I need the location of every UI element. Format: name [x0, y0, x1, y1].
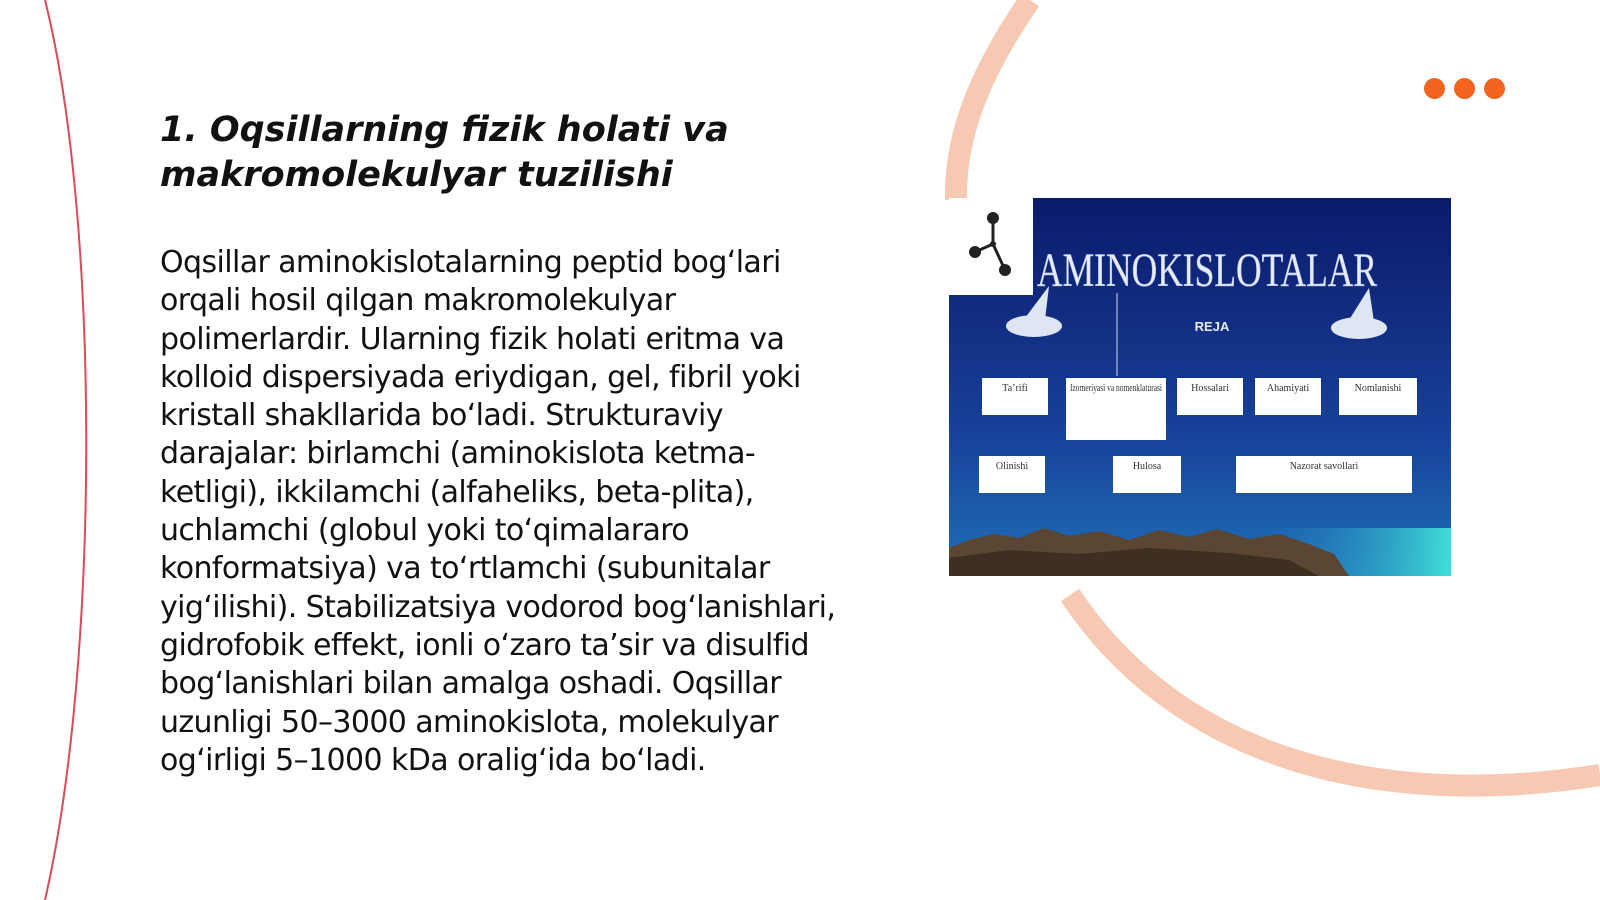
- dots-icon: [1424, 78, 1505, 99]
- dot-2: [1454, 78, 1475, 99]
- box-olinishi-label: Olinishi: [995, 461, 1029, 472]
- box-nomlanishi-label: Nomlanishi: [1354, 383, 1402, 394]
- box-nazorat-label: Nazorat savollari: [1289, 461, 1359, 472]
- aminokislotalar-slide-image: [949, 198, 1451, 576]
- dot-1: [1424, 78, 1445, 99]
- body-text: Oqsillar aminokislotalarning peptid bog‘lari orqali hosil qilgan makromolekulyar polimerlardir. Ularning fizik holati eritma va kolloid dispersiyada eriydigan, gel, fibril yoki kristall shakllarida bo‘ladi. Strukturaviy darajalar: birlamchi (aminokislota ketma-ketligi), ikkilamchi (alfaheliks, beta-plita), uchlamchi (globul yoki to‘qimalararo konformatsiya) va to‘rtlamchi (subunitalar yig‘ilishi). Stabilizatsiya vodorod bog‘lanishlari, gidrofobik effekt, ionli o‘zaro ta’sir va disulfid bog‘lanishlari bilan amalga oshadi. Oqsillar uzunligi 50–3000 aminokislota, molekulyar og‘irligi 5–1000 kDa oralig‘ida bo‘ladi.: [160, 245, 836, 778]
- box-izomeriyasi-label: Izomeriyasi va nomenklaturasi: [1070, 383, 1163, 394]
- box-hulosa-label: Hulosa: [1132, 461, 1162, 472]
- slide-title: 1. Oqsillarning fizik holati va makromolekulyar tuzilishi: [160, 110, 729, 195]
- decorative-arc: [956, 0, 1030, 200]
- dot-3: [1484, 78, 1505, 99]
- decorative-arc-lower: [1070, 595, 1600, 786]
- image-subheading: REJA: [1194, 319, 1230, 334]
- box-tarifi-label: Ta’rifi: [1002, 383, 1028, 394]
- box-hossalari-label: Hossalari: [1191, 383, 1229, 394]
- box-ahamiyati-label: Ahamiyati: [1266, 383, 1310, 394]
- image-heading: AMINOKISLOTALAR: [1037, 244, 1377, 297]
- left-red-line: [45, 0, 86, 900]
